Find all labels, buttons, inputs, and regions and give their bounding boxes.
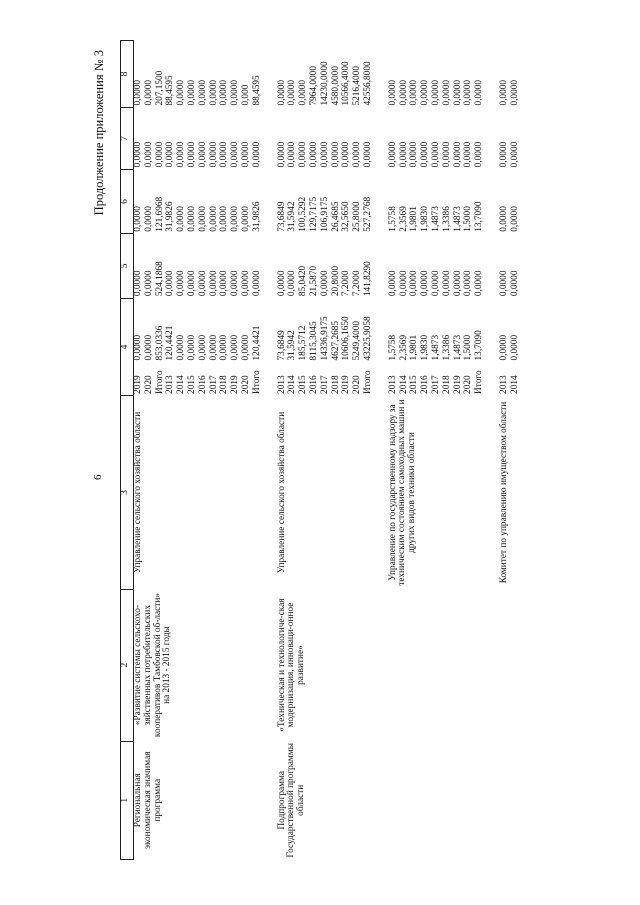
- program-name-cell: [389, 589, 486, 741]
- table-value: 0,0000: [474, 270, 485, 297]
- table-value: 0,0000: [208, 79, 219, 106]
- header-col-6: 6: [121, 169, 134, 233]
- table-value: 0,0000: [186, 141, 197, 168]
- table-value: 0,0000: [176, 270, 187, 297]
- table-value: 129,7175: [308, 196, 319, 232]
- table-value: 0,0000: [298, 79, 309, 106]
- table-value: 2020: [352, 375, 363, 394]
- table-value: 0,0000: [133, 141, 143, 168]
- table-value: 207,1500: [154, 70, 165, 106]
- table-value: 2015: [409, 375, 420, 394]
- table-value: 42556,8000: [362, 61, 373, 106]
- table-value: 0,0000: [143, 141, 154, 168]
- table-value: 0,0000: [452, 141, 463, 168]
- table-value: 0,0000: [197, 206, 208, 232]
- table-value: 2015: [186, 375, 197, 394]
- table-value: 0,0000: [219, 206, 230, 232]
- header-col-8: 8: [121, 41, 134, 108]
- table-value: 0,0000: [276, 270, 287, 297]
- table-value: 0,0000: [133, 206, 143, 232]
- table-value: 0,0000: [463, 79, 474, 106]
- program-name-cell: «Техническая и технологиче-ская модернизация, инноваци-онное развитие»: [276, 598, 307, 732]
- table-value: 2020: [240, 375, 251, 394]
- table-value: 2014: [509, 375, 520, 394]
- table-value: 0,0000: [165, 141, 176, 168]
- table-value: 0,0000: [452, 79, 463, 106]
- table-body: [134, 41, 522, 860]
- table-value: 0,0000: [154, 141, 165, 168]
- regional-cell: [500, 169, 522, 233]
- table-value: 5216,4000: [352, 66, 363, 106]
- table-value: 0,0000: [133, 79, 143, 106]
- table-value: 1,5758: [387, 334, 398, 361]
- table-value: 0,0000: [398, 79, 409, 106]
- table-value: 0,0000: [208, 206, 219, 232]
- table-value: 2,3569: [398, 206, 409, 232]
- table-value: 0,0000: [398, 141, 409, 168]
- header-col-7: 7: [121, 108, 134, 170]
- table-value: 0,0000: [308, 141, 319, 168]
- header-col-5: 5: [121, 234, 134, 298]
- table-value: 0,0000: [463, 270, 474, 297]
- table-value: 0,0000: [498, 79, 509, 106]
- header-col-4: 4: [121, 298, 134, 396]
- table-value: 32,5650: [341, 201, 352, 232]
- table-value: 0,0000: [176, 334, 187, 361]
- extrabudget-cell: [389, 41, 486, 108]
- local-cell: [134, 108, 264, 170]
- table-value: 0,0000: [186, 270, 197, 297]
- header-row: [121, 41, 134, 860]
- table-value: 2014: [287, 375, 298, 394]
- table-value: 0,0000: [197, 79, 208, 106]
- table-value: 185,5712: [298, 325, 309, 361]
- table-value: 43225,9058: [362, 316, 373, 361]
- executor-cell: Управление сельского хозяйства области: [133, 411, 143, 574]
- table-value: 0,0000: [420, 270, 431, 297]
- table-block: [500, 41, 522, 860]
- table-value: 0,0000: [341, 141, 352, 168]
- table-value: 4627,2685: [330, 320, 341, 361]
- header-col-2: 2: [121, 589, 134, 741]
- regional-cell: [134, 169, 264, 233]
- table-value: 8115,3045: [308, 321, 319, 361]
- table-value: 0,0000: [387, 79, 398, 106]
- regional-cell: [389, 169, 486, 233]
- executor-cell: Комитет по управлению имуществом области: [498, 401, 509, 584]
- program-type-cell: Региональная экономическая значимая программа: [133, 751, 163, 850]
- table-value: 2019: [452, 375, 463, 394]
- table-value: 2017: [319, 375, 330, 394]
- table-value: 0,0000: [430, 79, 441, 106]
- year-cell: [389, 362, 486, 395]
- table-value: 0,0000: [230, 79, 241, 106]
- table-value: 0,0000: [409, 270, 420, 297]
- table-value: 141,8290: [362, 261, 373, 297]
- local-cell: [500, 108, 522, 170]
- table-value: 0,0000: [298, 141, 309, 168]
- table-value: 121,6968: [154, 196, 165, 232]
- table-value: 0,0000: [133, 270, 143, 297]
- table-value: 2018: [330, 375, 341, 394]
- table-value: 2018: [441, 375, 452, 394]
- table-value: 0,0000: [498, 334, 509, 361]
- table-value: 21,5870: [308, 265, 319, 297]
- table-value: 0,0000: [230, 206, 241, 232]
- year-cell: [278, 362, 375, 395]
- table-value: 13,7090: [474, 330, 485, 361]
- table-value: 0,0000: [186, 79, 197, 106]
- table-value: 120,4421: [165, 325, 176, 361]
- table-value: 0,0000: [387, 270, 398, 297]
- table-value: 0,0000: [208, 270, 219, 297]
- table-value: 1,4873: [430, 206, 441, 232]
- appendix-table: [120, 40, 522, 860]
- table-value: 2013: [498, 375, 509, 394]
- federal-cell: [500, 234, 522, 298]
- table-value: 0,0000: [498, 270, 509, 297]
- table-value: 14336,9175: [319, 316, 330, 361]
- table-value: 5249,4000: [352, 320, 363, 361]
- table-value: 106,9175: [319, 196, 330, 232]
- table-value: 0,0000: [197, 141, 208, 168]
- table-value: 0,0000: [509, 334, 520, 361]
- table-value: Итого: [362, 370, 373, 394]
- table-value: 0,0000: [398, 270, 409, 297]
- table-value: 0,0000: [143, 270, 154, 297]
- table-value: 1,9801: [409, 334, 420, 361]
- table-value: 0,0000: [219, 79, 230, 106]
- table-value: 2020: [143, 375, 154, 394]
- table-value: 7,2000: [352, 270, 363, 297]
- table-value: 1,3386: [441, 334, 452, 361]
- table-value: 0,0000: [219, 334, 230, 361]
- table-value: 0,0000: [219, 141, 230, 168]
- table-value: 2,3569: [398, 334, 409, 361]
- table-value: 0,0000: [474, 79, 485, 106]
- table-value: 0,0000: [409, 79, 420, 106]
- table-value: 31,9826: [251, 201, 262, 232]
- rotated-sheet: [80, 40, 620, 860]
- table-value: 0,0000: [430, 141, 441, 168]
- page-header: [80, 40, 120, 860]
- table-value: 2017: [208, 375, 219, 394]
- table-value: 0,0000: [251, 141, 262, 168]
- table-value: 0,0000: [452, 270, 463, 297]
- table-value: 0,0000: [387, 141, 398, 168]
- extrabudget-cell: [134, 41, 264, 108]
- table-value: 0,0000: [208, 141, 219, 168]
- table-value: 1,4873: [452, 206, 463, 232]
- table-value: 20,8000: [330, 265, 341, 297]
- table-value: 1,3386: [441, 206, 452, 232]
- total-cell: [134, 298, 264, 362]
- table-value: 853,0336: [154, 325, 165, 361]
- table-value: 0,0000: [143, 79, 154, 106]
- table-block: [278, 41, 375, 860]
- table-value: 0,0000: [143, 206, 154, 232]
- gap-cell: [486, 41, 500, 860]
- year-cell: [134, 362, 264, 395]
- table-value: 2014: [398, 375, 409, 394]
- extrabudget-cell: [500, 41, 522, 108]
- table-value: 0,0000: [240, 334, 251, 361]
- program-type-cell: [389, 741, 486, 859]
- federal-cell: [278, 234, 375, 298]
- table-value: 0,0000: [509, 206, 520, 232]
- table-value: 0,0000: [176, 206, 187, 232]
- table-value: 2020: [463, 375, 474, 394]
- table-value: 31,5942: [287, 201, 298, 232]
- table-value: 0,0000: [498, 206, 509, 232]
- table-value: 25,8000: [352, 201, 363, 232]
- local-cell: [389, 108, 486, 170]
- executor-cell: Управление сельского хозяйства области: [276, 411, 287, 574]
- table-value: 0,0000: [240, 141, 251, 168]
- table-value: 0,0000: [319, 270, 330, 297]
- table-value: 0,0000: [420, 79, 431, 106]
- continuation-title: Продолжение приложения № 3: [92, 50, 106, 216]
- table-value: 0,0000: [352, 141, 363, 168]
- table-value: 0,0000: [230, 334, 241, 361]
- table-value: 2016: [197, 375, 208, 394]
- table-value: 0,0000: [474, 141, 485, 168]
- table-value: 2019: [230, 375, 241, 394]
- table-value: 120,4421: [251, 325, 262, 361]
- local-cell: [278, 108, 375, 170]
- table-value: 2013: [165, 375, 176, 394]
- table-value: 1,5000: [463, 206, 474, 232]
- table-value: 0,0000: [287, 79, 298, 106]
- table-value: 26,4685: [330, 201, 341, 232]
- table-value: 2017: [430, 375, 441, 394]
- table-value: 0,000: [240, 84, 251, 106]
- table-value: 2015: [298, 375, 309, 394]
- table-value: 0,0000: [420, 141, 431, 168]
- executor-cell: Управление по государственному надзору за техническим состоянием самоходных машин и других видов техники области: [387, 399, 418, 586]
- program-type-cell: [500, 741, 522, 859]
- table-value: Итого: [251, 370, 262, 394]
- table-value: 2019: [133, 375, 143, 394]
- table-block: [134, 41, 264, 860]
- table-value: 0,0000: [463, 141, 474, 168]
- block-gap: [264, 41, 278, 860]
- table-value: 0,0000: [230, 141, 241, 168]
- block-gap: [375, 41, 389, 860]
- table-value: 2013: [387, 375, 398, 394]
- table-value: 0,0000: [219, 270, 230, 297]
- table-value: 10566,4000: [341, 61, 352, 106]
- gap-cell: [264, 41, 278, 860]
- table-value: 1,9801: [409, 206, 420, 232]
- table-value: 0,0000: [362, 141, 373, 168]
- table-value: 13,7090: [474, 201, 485, 232]
- table-value: 0,0000: [276, 141, 287, 168]
- gap-cell: [375, 41, 389, 860]
- table-value: 1,5000: [463, 334, 474, 361]
- table-value: 1,5758: [387, 206, 398, 232]
- table-value: 10606,1650: [341, 316, 352, 361]
- table-value: 0,0000: [176, 141, 187, 168]
- table-value: 0,0000: [143, 334, 154, 361]
- table-value: 1,9830: [420, 334, 431, 361]
- table-value: 0,0000: [197, 270, 208, 297]
- table-value: 0,0000: [441, 79, 452, 106]
- table-value: 0,0000: [133, 334, 143, 361]
- table-value: 73,6849: [276, 330, 287, 361]
- table-value: 31,9826: [165, 201, 176, 232]
- table-value: 0,0000: [251, 270, 262, 297]
- table-value: 7964,0000: [308, 66, 319, 106]
- table-value: 88,4595: [165, 75, 176, 106]
- table-value: 0,0000: [276, 79, 287, 106]
- program-name-cell: «Развитие системы сельскохо-зяйственных потребительских кооперативов Тамбовской об-ласти» на 2013 - 2015 годы: [133, 593, 173, 738]
- table-value: 527,2768: [362, 196, 373, 232]
- table-value: 0,0000: [430, 270, 441, 297]
- header-col-1: 1: [121, 741, 134, 859]
- table-value: 7,2000: [341, 270, 352, 297]
- extrabudget-cell: [278, 41, 375, 108]
- table-value: 2016: [308, 375, 319, 394]
- table-value: 88,4595: [251, 75, 262, 106]
- table-value: 85,0420: [298, 265, 309, 297]
- table-value: 2016: [420, 375, 431, 394]
- table-value: 0,0000: [186, 334, 197, 361]
- table-value: 0,0000: [441, 141, 452, 168]
- table-block: [389, 41, 486, 860]
- page-number: 6: [92, 474, 104, 480]
- table-value: 73,6849: [276, 201, 287, 232]
- table-value: 100,5292: [298, 196, 309, 232]
- table-value: 2014: [176, 375, 187, 394]
- total-cell: [389, 298, 486, 362]
- table-value: 524,1868: [154, 261, 165, 297]
- table-value: 0,0000: [208, 334, 219, 361]
- table-value: 0,0000: [230, 270, 241, 297]
- table-value: 0,0000: [186, 206, 197, 232]
- table-value: 2019: [341, 375, 352, 394]
- table-value: 0,0000: [409, 141, 420, 168]
- table-value: 0,0000: [287, 270, 298, 297]
- block-gap: [486, 41, 500, 860]
- table-value: Итого: [154, 370, 165, 394]
- table-value: 0,0000: [176, 79, 187, 106]
- table-value: 2013: [276, 375, 287, 394]
- table-value: 0,0000: [509, 270, 520, 297]
- total-cell: [500, 298, 522, 362]
- table-value: 0,0000: [165, 270, 176, 297]
- table-value: 1,4873: [452, 334, 463, 361]
- program-type-cell: Подпрограмма Государственной программы области: [276, 743, 307, 858]
- table-value: 2018: [219, 375, 230, 394]
- federal-cell: [389, 234, 486, 298]
- table-value: 0,0000: [498, 141, 509, 168]
- table-value: 0,0000: [441, 270, 452, 297]
- table-value: 1,4873: [430, 334, 441, 361]
- table-value: 0,0000: [509, 141, 520, 168]
- table-value: 0,0000: [240, 270, 251, 297]
- table-value: 31,5942: [287, 330, 298, 361]
- table-value: 0,0000: [197, 334, 208, 361]
- table-value: 0,0000: [319, 141, 330, 168]
- program-name-cell: [500, 589, 522, 741]
- regional-cell: [278, 169, 375, 233]
- table-value: 0,0000: [509, 79, 520, 106]
- table-value: Итого: [474, 370, 485, 394]
- total-cell: [278, 298, 375, 362]
- year-cell: [500, 362, 522, 395]
- table-value: 0,0000: [240, 206, 251, 232]
- header-col-3: 3: [121, 396, 134, 589]
- table-value: 1,9830: [420, 206, 431, 232]
- table-value: 0,0000: [287, 141, 298, 168]
- federal-cell: [134, 234, 264, 298]
- table-value: 0,0000: [330, 141, 341, 168]
- table-value: 14230,0000: [319, 61, 330, 106]
- table-value: 4580,0000: [330, 66, 341, 106]
